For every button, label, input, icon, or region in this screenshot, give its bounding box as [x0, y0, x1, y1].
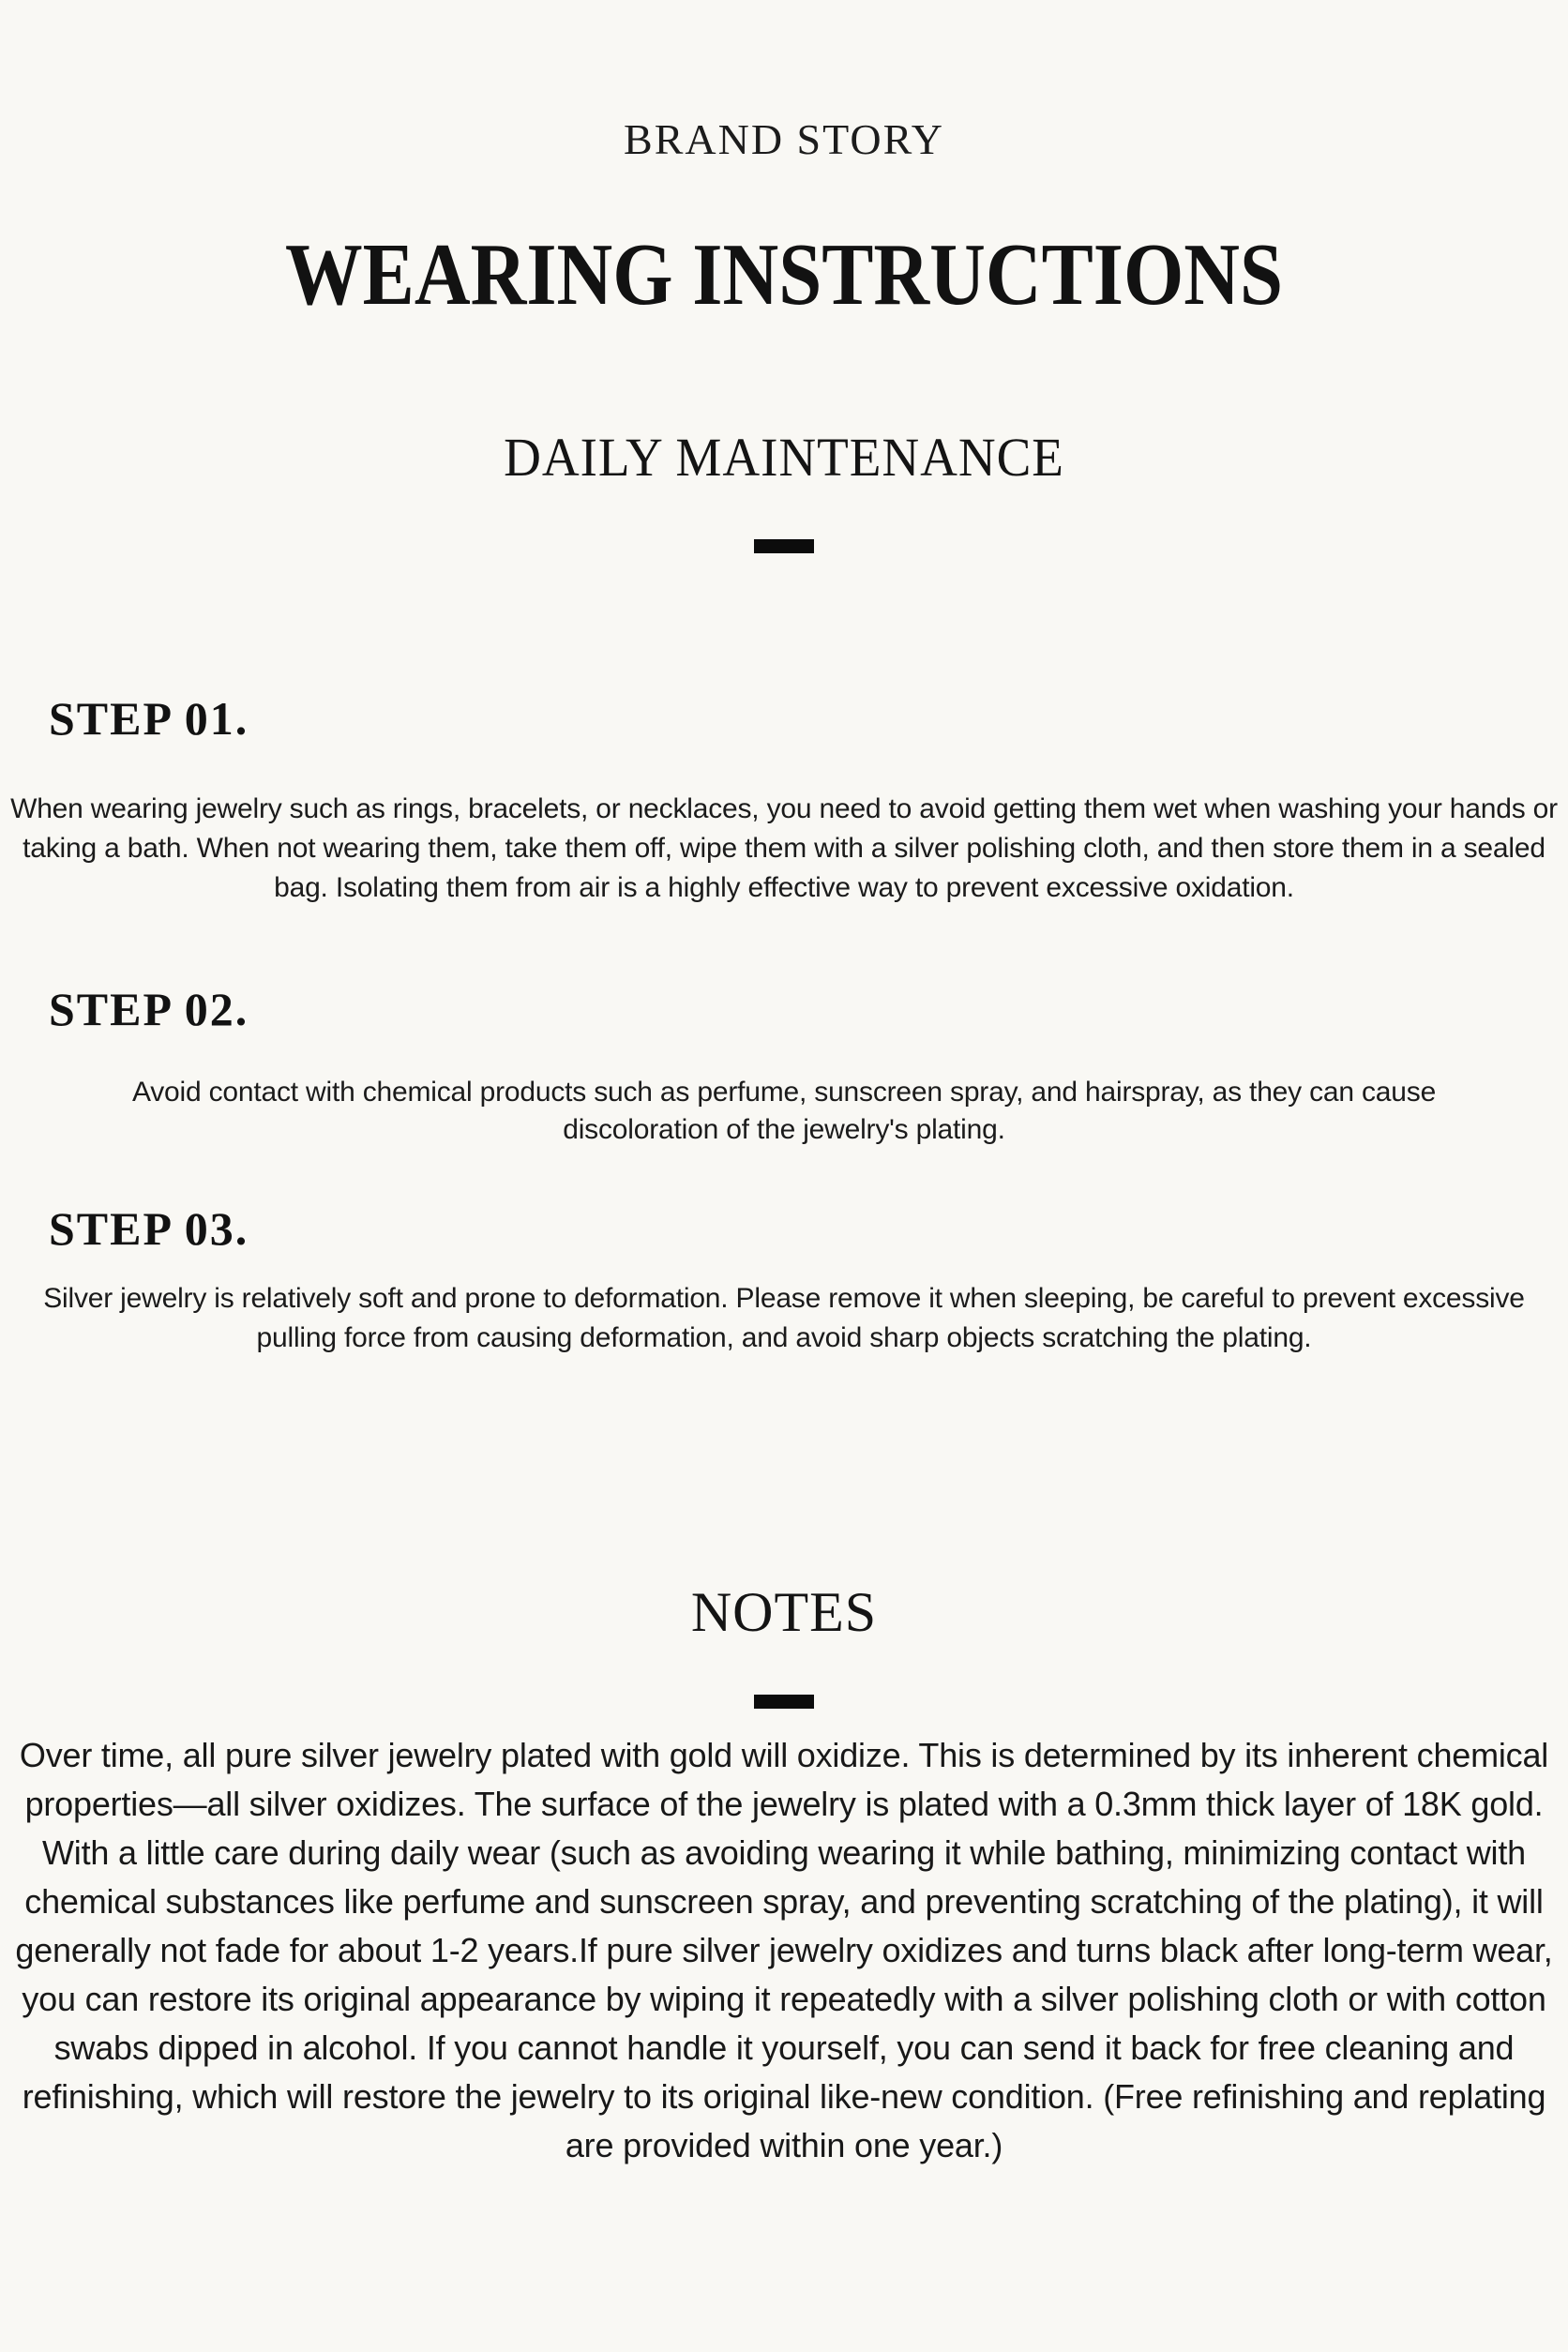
brand-story-label: BRAND STORY	[624, 115, 944, 163]
step-1-text: When wearing jewelry such as rings, bracelets, or necklaces, you need to avoid getting them wet when washing your hands or taking a bath. When not wearing them, take them off, wipe them with a silver polishing cloth, and then store them in a sealed bag. Isolating them from air is a highly effective way to prevent excessive oxidation.	[10, 793, 1558, 903]
notes-heading: NOTES	[690, 1581, 878, 1643]
daily-maintenance-heading: DAILY MAINTENANCE	[504, 427, 1064, 488]
step-3-label: STEP 03.	[49, 1202, 249, 1255]
section-divider	[754, 1695, 814, 1709]
notes-text: Over time, all pure silver jewelry plated with gold will oxidize. This is determined by its inherent chemical properties—all silver oxidizes. The surface of the jewelry is plated with a 0.3mm thick layer of 18K gold. With a little care during daily wear (such as avoiding wearing it while bathing, minimizing contact with chemical substances like perfume and sunscreen spray, and preventing scratching of the plating), it will generally not fade for about 1-2 years.If pure silver jewelry oxidizes and turns black after long-term wear, you can restore its original appearance by wiping it repeatedly with a silver polishing cloth or with cotton swabs dipped in alcohol. If you cannot handle it yourself, you can send it back for free cleaning and refinishing, which will restore the jewelry to its original like-new condition. (Free refinishing and replating are provided within one year.)	[15, 1736, 1553, 2164]
step-1-label: STEP 01.	[49, 692, 249, 745]
page-title: WEARING INSTRUCTIONS	[284, 226, 1284, 324]
step-3-text: Silver jewelry is relatively soft and prone to deformation. Please remove it when sleeping, be careful to prevent excessive pulling force from causing deformation, and avoid sharp objects scratching the plating.	[43, 1283, 1525, 1353]
section-divider	[754, 539, 814, 553]
step-2-label: STEP 02.	[49, 983, 249, 1035]
step-2-text: Avoid contact with chemical products such as perfume, sunscreen spray, and hairspray, as they can cause discoloration of the jewelry's plating.	[131, 1077, 1437, 1145]
